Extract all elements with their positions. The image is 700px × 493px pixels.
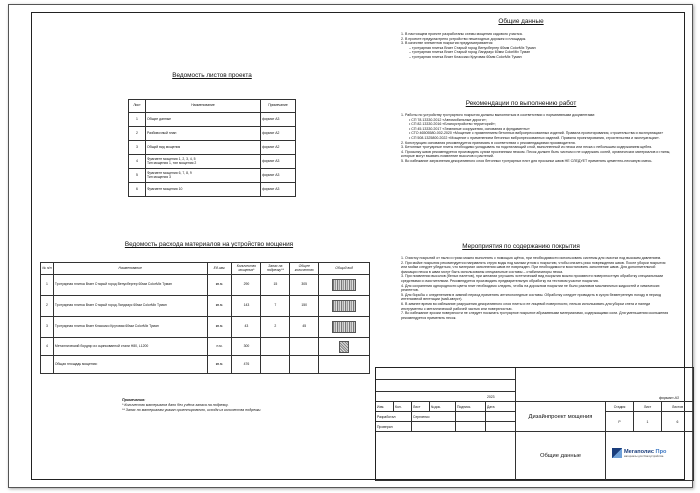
stamp-label: Дата bbox=[486, 402, 516, 412]
stamp-grid-cell bbox=[376, 380, 516, 392]
stamp-date bbox=[486, 412, 516, 422]
sheet-name: Фрагмент мощения 1, 2, 3, 4, 5 Тип мощения 1, тип мощения 2 bbox=[146, 155, 261, 169]
column-header: Лист bbox=[129, 100, 146, 113]
total: 150 bbox=[290, 296, 319, 317]
stamp-grid-cell bbox=[456, 422, 486, 432]
maintenance-item: 1. Очистку покрытий от пыли и грязи можно выполнять с помощью щёток, при необходимости использовать системы для очистки под высоким давлением. bbox=[401, 256, 662, 260]
stamp-stage: Р bbox=[606, 412, 634, 432]
sheet-note: формат А3 bbox=[261, 183, 296, 197]
sheet-number: 3 bbox=[129, 141, 146, 155]
recommendation-item: 2. Конструкцию основания рекомендуется принимать в соответствии с рекомендациями производителя. bbox=[401, 140, 576, 145]
reserve: 15 bbox=[261, 275, 290, 296]
paving-sample-image bbox=[332, 300, 356, 312]
materials-notes bbox=[122, 398, 362, 413]
recommendation-item: • СП 82.13330.2016 «Благоустройство территорий»; bbox=[409, 122, 496, 127]
paving-sample-image bbox=[332, 279, 356, 291]
sheet-row bbox=[129, 183, 296, 197]
company-logo bbox=[612, 448, 666, 458]
material-name: Тротуарная плитка Braer Классико Круговая 60мм ColorMix Туман bbox=[53, 317, 207, 338]
column-header: Запас на подрезку** bbox=[261, 263, 290, 275]
general-item: – тротуарная плитка Braer Старый город Венусбергер 60мм ColorMix Туман bbox=[409, 45, 536, 50]
column-header: Примечание bbox=[261, 100, 296, 113]
company-suffix: Про bbox=[655, 448, 667, 455]
stamp-grid-cell bbox=[486, 422, 516, 432]
title-block bbox=[375, 367, 694, 481]
quantity: 300 bbox=[232, 338, 261, 356]
reserve bbox=[261, 356, 290, 374]
recommendation-item: 5. Во избежание загрязнения декоративного слоя бетонных тротуарных плит для просыпки швов НЕ СЛЕДУЕТ применять цементно-песчаную смесь. bbox=[401, 158, 653, 163]
reserve: 7 bbox=[261, 296, 290, 317]
recommendation-item: • СП 78.13330.2012 «Автомобильные дороги»; bbox=[409, 117, 487, 122]
recommendation-item: 1. Работы по устройству тротуарного покрытия должны выполняться в соответствии с нормативными документами: bbox=[401, 113, 596, 117]
stamp-developer: Сергиенко bbox=[412, 412, 456, 422]
stamp-sheets: 6 bbox=[662, 412, 694, 432]
sheet-row bbox=[129, 155, 296, 169]
material-name: Общая площадь мощения: bbox=[53, 356, 207, 374]
material-row bbox=[41, 338, 370, 356]
sheet-note: формат А2 bbox=[261, 127, 296, 141]
stamp-sheet: 1 bbox=[634, 412, 662, 432]
sheet-note: формат А3 bbox=[261, 113, 296, 127]
sheet-note: формат А3 bbox=[261, 155, 296, 169]
recommendations-list bbox=[401, 113, 671, 164]
stamp-label: Кол. bbox=[394, 402, 412, 412]
total bbox=[290, 338, 319, 356]
company-tag: материалы для благоустройства bbox=[624, 454, 664, 458]
unit: п.м. bbox=[207, 338, 232, 356]
material-row bbox=[41, 356, 370, 374]
general-item: – тротуарная плитка Braer Классико Круговая 60мм ColorMix Туман bbox=[409, 54, 522, 59]
quantity: 143 bbox=[232, 296, 261, 317]
company-logo-icon bbox=[612, 448, 622, 458]
border-sample-image bbox=[339, 341, 349, 353]
recommendation-item: 4. Просыпку швов рекомендуется производить сухим просеянным песком. Песок должен быть чистым и не содержать солей, органических материалов и глины, которые могут вызвать появление высолов и растений. bbox=[401, 149, 671, 159]
material-preview bbox=[319, 275, 370, 296]
material-row bbox=[41, 275, 370, 296]
quantity: 290 bbox=[232, 275, 261, 296]
sheet-list-table bbox=[128, 99, 296, 197]
recommendation-item: 3. Бетонные тротуарные плиты необходимо укладывать на подстилающий слой, выполненный из песка или песка с небольшим содержанием щебня. bbox=[401, 145, 653, 150]
column-header: Ед.изм. bbox=[207, 263, 232, 275]
maintenance-item: 7. Во избежание эрозии поверхности не следует посыпать тротуарное покрытие абразивными материалами, содержащими соли. Для уменьшения скольжения рекомендуется применять песок. bbox=[401, 311, 669, 320]
stamp-label: Лист bbox=[412, 402, 430, 412]
column-header: Количество мощения* bbox=[232, 263, 261, 275]
stamp-label: Изм. bbox=[376, 402, 394, 412]
general-item: 3. В качестве элементов покрытия предусматривается: bbox=[401, 41, 494, 46]
row-number bbox=[41, 356, 54, 374]
general-item: 2. В проекте предусмотрено устройство пешеходных дорожек и площадок. bbox=[401, 36, 527, 41]
material-preview bbox=[319, 317, 370, 338]
reserve bbox=[261, 338, 290, 356]
stamp-role: Разработал bbox=[376, 412, 412, 422]
quantity: 476 bbox=[232, 356, 261, 374]
maintenance-item: 6. В зимнее время во избежание разрушения декоративного слоя плиты и ее лицевой поверхности, нельзя использовать для уборки снега и наледи инструменты с металлической рабочей частью или поверхностью. bbox=[401, 301, 651, 311]
stamp-top-right bbox=[516, 368, 694, 402]
note-1: * Количество материалов дано без учёта запаса на подрезку. bbox=[122, 403, 229, 408]
recommendation-item: • СТО 46505580-002-2020 «Мощение с применением бетонных вибропрессованных изделий. Правила проектирования, строительства и эксплуатации» bbox=[409, 131, 664, 136]
unit: кв.м. bbox=[207, 356, 232, 374]
note-2: ** Запас по материалам указан ориентировочно, исходя из количества подрезки. bbox=[122, 408, 262, 413]
paving-sample-image bbox=[332, 321, 356, 333]
maintenance-item: 4. Для сохранения однородности цвета плит необходимо следить, чтобы на дорожном покрытии не было разливов масляничных жидкостей и химических реагентов. bbox=[401, 283, 660, 293]
column-header: Общее количество bbox=[290, 263, 319, 275]
maintenance-title: Мероприятия по содержанию покрытия bbox=[462, 243, 580, 250]
general-list bbox=[401, 32, 663, 60]
stamp-role: Проверил bbox=[376, 422, 412, 432]
sheet-row bbox=[129, 141, 296, 155]
stamp-grid-cell bbox=[376, 368, 516, 380]
format-note-top: формат А3 bbox=[659, 396, 679, 400]
general-item: 1. В настоящем проекте разработаны схемы мощения садового участка. bbox=[401, 32, 523, 36]
sheet-list-title: Ведомость листов проекта bbox=[172, 72, 252, 79]
stamp-year: 2023 bbox=[486, 392, 516, 402]
material-name: Металлический бордюр из оцинкованной стали Н80, L1200 bbox=[53, 338, 207, 356]
sheet-number: 5 bbox=[129, 169, 146, 183]
sheet-note: формат А3 bbox=[261, 169, 296, 183]
materials-table bbox=[40, 262, 370, 374]
column-header: Общий вид bbox=[319, 263, 370, 275]
row-number: 2 bbox=[41, 296, 54, 317]
sheet-name: Разбивочный план bbox=[146, 127, 261, 141]
material-name: Тротуарная плитка Braer Старый город Венусбергер 60мм ColorMix Туман bbox=[53, 275, 207, 296]
recommendations-title: Рекомендации по выполнению работ bbox=[465, 100, 577, 107]
notes-title: Примечания: bbox=[122, 398, 146, 402]
recommendation-item: • СП 508.1325800.2022 «Мощение с применением бетонных вибропрессованных изделий. Правила проектирования, строительства и эксплуатации». bbox=[409, 135, 660, 140]
column-header: № п/п bbox=[41, 263, 54, 275]
sheet-number: 2 bbox=[129, 127, 146, 141]
material-row bbox=[41, 317, 370, 338]
sheet-row bbox=[129, 113, 296, 127]
stamp-stage-label: Стадия bbox=[606, 402, 634, 412]
company-name: Мегаполис bbox=[624, 448, 654, 455]
sheet-name: Фрагмент мощения 6, 7, 8, 9 Тип мощения 3 bbox=[146, 169, 261, 183]
stamp-label: Подпись bbox=[456, 402, 486, 412]
stamp-sheet-name: Общие данные bbox=[516, 432, 606, 481]
material-preview bbox=[319, 356, 370, 374]
unit: кв.м. bbox=[207, 296, 232, 317]
materials-title: Ведомость расхода материалов на устройство мощения bbox=[124, 241, 294, 248]
row-number: 4 bbox=[41, 338, 54, 356]
row-number: 3 bbox=[41, 317, 54, 338]
total: 305 bbox=[290, 275, 319, 296]
sheet-name: Фрагмент мощения 10 bbox=[146, 183, 261, 197]
material-row bbox=[41, 296, 370, 317]
stamp-sign bbox=[456, 412, 486, 422]
sheet-note: формат А2 bbox=[261, 141, 296, 155]
material-preview bbox=[319, 296, 370, 317]
total bbox=[290, 356, 319, 374]
sheet-number: 6 bbox=[129, 183, 146, 197]
column-header: Наименование bbox=[146, 100, 261, 113]
material-preview bbox=[319, 338, 370, 356]
general-item: – тротуарная плитка Braer Старый город Ландхаус 60мм ColorMix Туман bbox=[409, 50, 531, 55]
maintenance-list bbox=[401, 256, 671, 320]
stamp-sheet-label: Лист bbox=[634, 402, 662, 412]
stamp-project: Дизайнпроект мощения bbox=[516, 402, 606, 432]
column-header: Наименование bbox=[53, 263, 207, 275]
stamp-sheets-label: Листов bbox=[662, 402, 694, 412]
sheet-number: 4 bbox=[129, 155, 146, 169]
unit: кв.м. bbox=[207, 317, 232, 338]
unit: кв.м. bbox=[207, 275, 232, 296]
stamp-label: №док. bbox=[430, 402, 456, 412]
stamp-grid-cell bbox=[376, 432, 516, 481]
row-number: 1 bbox=[41, 275, 54, 296]
recommendation-item: • СП 45.13330.2017 «Земляные сооружения, основания и фундаменты» bbox=[409, 126, 530, 131]
drawing-sheet bbox=[8, 4, 693, 488]
general-title: Общие данные bbox=[498, 18, 544, 25]
stamp-grid-cell bbox=[412, 422, 456, 432]
sheet-name: Общий вид мощения bbox=[146, 141, 261, 155]
material-name: Тротуарная плитка Braer Старый город Ландхаус 60мм ColorMix Туман bbox=[53, 296, 207, 317]
reserve: 2 bbox=[261, 317, 290, 338]
total: 45 bbox=[290, 317, 319, 338]
sheet-row bbox=[129, 169, 296, 183]
quantity: 43 bbox=[232, 317, 261, 338]
sheet-row bbox=[129, 127, 296, 141]
maintenance-item: 3. При появлении высолов (белых налетов), при желании улучшить эстетический вид покрытия можно произвести поверхностную обработку специальными средствами и очистителями. Рекомендуется производить предварительную обработку на тестовом участке покрытия. bbox=[401, 274, 663, 283]
maintenance-item: 2. При мойке покрытия рекомендуется направлять струю воды под малым углом к покрытию, чтобы снизить риск повреждения швов. После уборки покрытия или мойки следует убедиться, что материал заполнения швов не поврежден. При необходимости восстановить заполнение швов. Для дополнительной фиксации песка в швах могут быть использованы специальные составы – стабилизаторы песка. bbox=[401, 260, 666, 274]
sheet-name: Общие данные bbox=[146, 113, 261, 127]
maintenance-item: 5. Для борьбы с оледенением в зимний период применять антигололедные составы. Обработку следует проводить в сухую безветренную погоду в период интенсивной вегетации (май-август). bbox=[401, 292, 661, 302]
sheet-number: 1 bbox=[129, 113, 146, 127]
